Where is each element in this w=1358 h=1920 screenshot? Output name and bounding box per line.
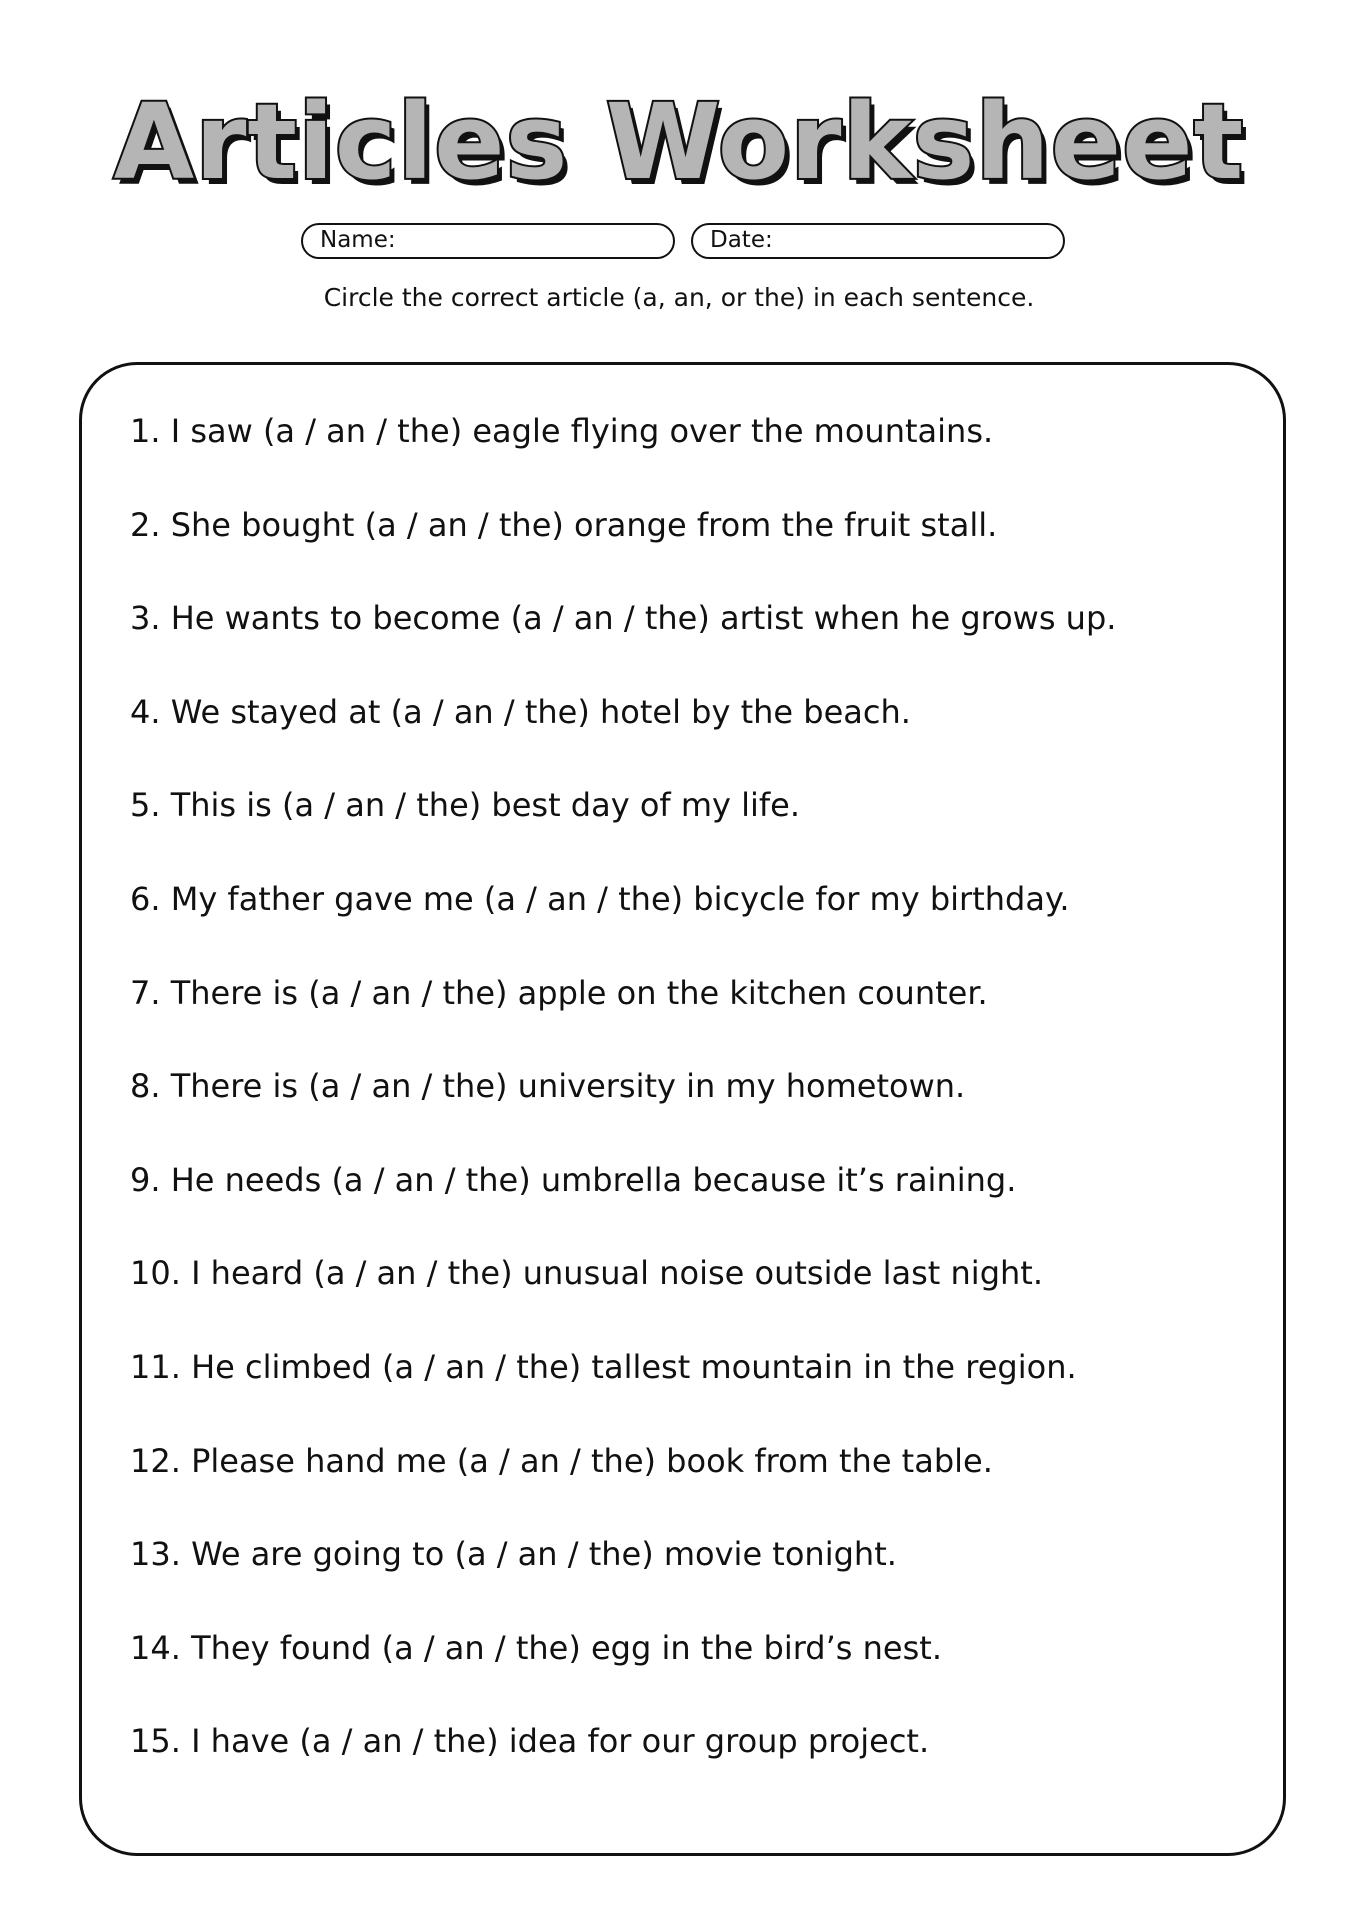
question-item: 6. My father gave me (a / an / the) bicycle for my birthday. (130, 879, 1070, 918)
date-field[interactable] (691, 223, 1065, 259)
question-list (130, 405, 1270, 1809)
question-item: 15. I have (a / an / the) idea for our group project. (130, 1722, 930, 1761)
worksheet-title: Articles Worksheet (113, 81, 1245, 203)
question-item: 13. We are going to (a / an / the) movie tonight. (130, 1535, 897, 1574)
question-item: 14. They found (a / an / the) egg in the bird’s nest. (130, 1628, 942, 1667)
question-item: 8. There is (a / an / the) university in my hometown. (130, 1067, 966, 1106)
question-item: 11. He climbed (a / an / the) tallest mountain in the region. (130, 1347, 1077, 1386)
instructions: Circle the correct article (a, an, or the) in each sentence. (323, 283, 1035, 312)
question-item: 1. I saw (a / an / the) eagle flying over the mountains. (130, 412, 994, 450)
question-item: 2. She bought (a / an / the) orange from the fruit stall. (130, 505, 998, 544)
name-field[interactable] (301, 223, 675, 259)
question-item: 7. There is (a / an / the) apple on the kitchen counter. (130, 973, 988, 1012)
question-item: 3. He wants to become (a / an / the) artist when he grows up. (130, 599, 1117, 638)
question-item: 4. We stayed at (a / an / the) hotel by the beach. (130, 692, 911, 731)
name-label: Name: (320, 227, 396, 253)
question-item: 9. He needs (a / an / the) umbrella because it’s raining. (130, 1160, 1017, 1199)
question-item: 5. This is (a / an / the) best day of my life. (130, 786, 801, 825)
question-item: 10. I heard (a / an / the) unusual noise outside last night. (130, 1254, 1043, 1293)
date-label: Date: (710, 227, 773, 253)
question-item: 12. Please hand me (a / an / the) book from the table. (130, 1441, 993, 1480)
